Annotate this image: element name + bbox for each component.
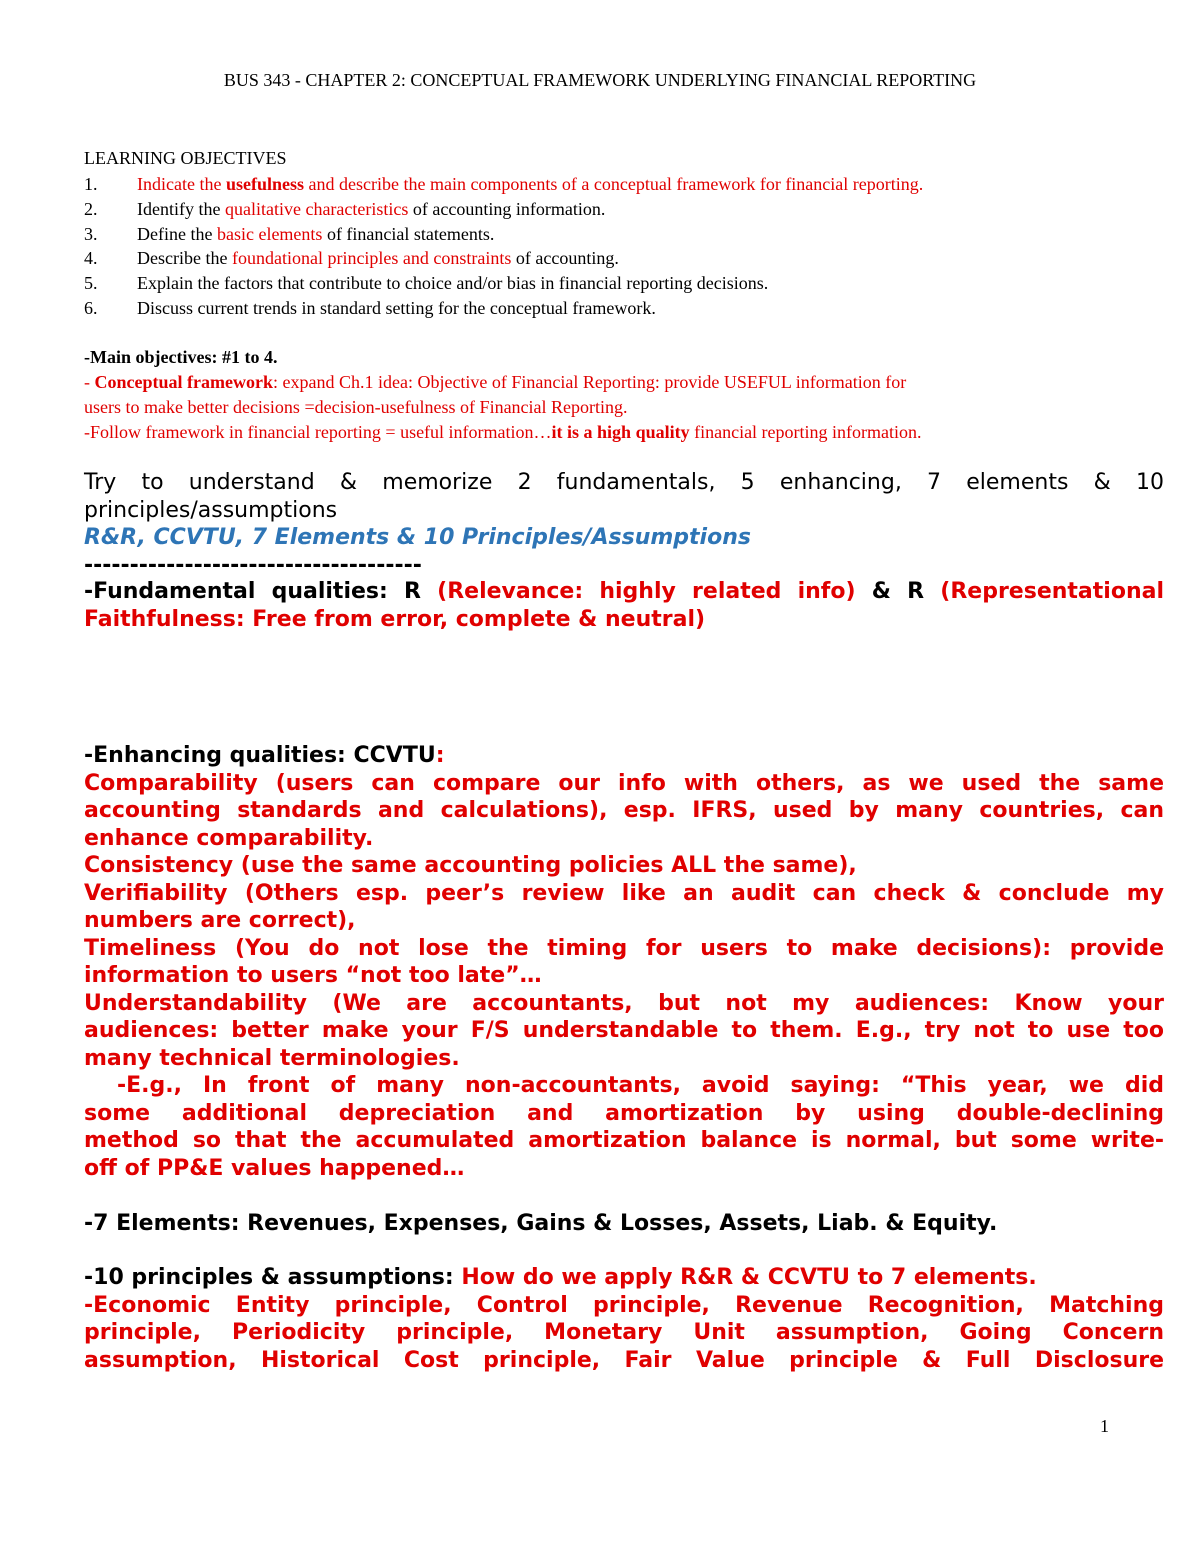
list-item: 2. Identify the qualitative characteristics of accounting information.: [84, 198, 606, 219]
learning-objectives-list: [84, 172, 923, 321]
learning-objectives-heading: LEARNING OBJECTIVES: [84, 148, 287, 168]
summary-line: principles/assumptions: [84, 497, 338, 523]
principles-section: -10 principles & assumptions: How do we apply R&R & CCVTU to 7 elements. -Economic Entity principle, Control principle, Revenue Recognition, Matching principle, Periodicity principle, Monetary Unit assumption, Going Concern assumption, Historical Cost principle, Fair Value principle & Full Disclosure: [84, 1265, 1164, 1373]
fundamental-qualities: -Fundamental qualities: R (Relevance: highly related info) & R (Representational Faithfulness: Free from error, complete & neutral): [84, 579, 1164, 632]
summary-line: Try to understand & memorize 2 fundamentals, 5 enhancing, 7 elements & 10: [84, 470, 1164, 495]
acronym-line: R&R, CCVTU, 7 Elements & 10 Principles/Assumptions: [84, 525, 751, 550]
summary-section: [84, 469, 1164, 579]
list-item: 4. Describe the foundational principles and constraints of accounting.: [84, 248, 619, 269]
elements-line: -7 Elements: Revenues, Expenses, Gains & Losses, Assets, Liab. & Equity.: [84, 1211, 998, 1236]
list-item: 3. Define the basic elements of financial statements.: [84, 223, 495, 244]
page-title: BUS 343 - CHAPTER 2: CONCEPTUAL FRAMEWORK UNDERLYING FINANCIAL REPORTING: [223, 70, 977, 90]
list-item: 5. Explain the factors that contribute to choice and/or bias in financial reporting decisions.: [84, 273, 769, 294]
list-item: 1. Indicate the usefulness and describe the main components of a conceptual framework for financial reporting.: [84, 174, 924, 194]
main-objectives-note: -Main objectives: #1 to 4.: [84, 347, 278, 367]
enhancing-qualities: -Enhancing qualities: CCVTU: Comparability (users can compare our info with others, as we used the same accounting standards and calculations), esp. IFRS, used by many countries, can enhance comparability. Consistency (use the same accounting policies ALL the same), Verifiability (Others esp. peer’s review like an audit can check & conclude my numbers are correct), Timeliness (You do not lose the timing for users to make decisions): provide information to users “not too late”… Understandability (We are accountants, but not my audiences: Know your audiences: better make your F/S understandable to them. E.g., try not to use too many technical terminologies. -E.g., In front of many non-accountants, avoid saying: “This year, we did some additional depreciation and amortization by using double-declining method so that the accumulated amortization balance is normal, but some write- off of PP&E values happened…: [84, 743, 1164, 1181]
divider: -------------------------------------: [84, 552, 422, 578]
list-item: 6. Discuss current trends in standard setting for the conceptual framework.: [84, 297, 656, 318]
conceptual-framework-note: - Conceptual framework: expand Ch.1 idea: Objective of Financial Reporting: provide USEFUL information for users to make better decisions =decision-usefulness of Financial Reporting. -Follow framework in financial reporting = useful information…it is a high quality financial reporting information.: [84, 372, 922, 442]
page-number: 1: [1100, 1416, 1109, 1436]
